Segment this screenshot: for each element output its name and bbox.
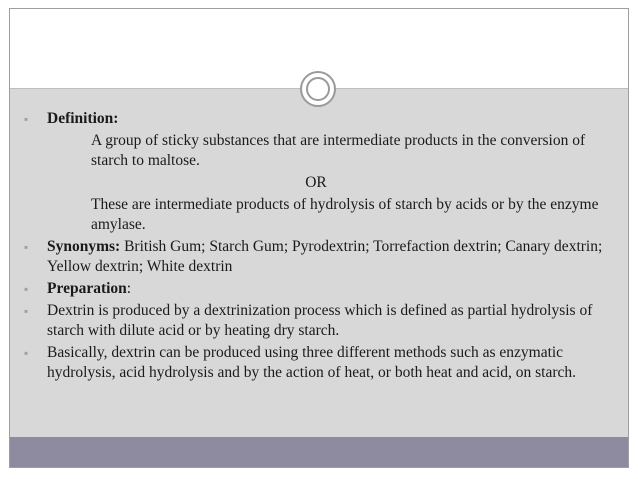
bullet-icon: ▪ xyxy=(24,304,29,318)
dextrin-text: Dextrin is produced by a dextrinization process which is defined as partial hydrolysis of starch with dilute acid or by heating dry starch. xyxy=(47,302,593,339)
bullet-icon: ▪ xyxy=(24,346,29,360)
bullet-item-preparation xyxy=(10,279,622,299)
or-text: OR xyxy=(305,174,327,191)
definition-text-2: These are intermediate products of hydrolysis of starch by acids or by the enzyme amylase. xyxy=(91,196,599,233)
bullet-item-definition xyxy=(10,109,622,129)
footer-band xyxy=(10,437,628,467)
slide xyxy=(9,8,629,468)
bullet-item-dextrin xyxy=(10,301,622,341)
ring-ornament-icon xyxy=(300,71,336,107)
synonyms-text: British Gum; Starch Gum; Pyrodextrin; Torrefaction dextrin; Canary dextrin; Yellow dextrin; White dextrin xyxy=(47,238,603,275)
bullet-icon: ▪ xyxy=(24,282,29,296)
bullet-item-synonyms xyxy=(10,237,622,277)
bullet-icon: ▪ xyxy=(24,240,29,254)
body-text xyxy=(10,109,622,385)
synonyms-label: Synonyms: xyxy=(47,238,121,255)
definition-heading: Definition: xyxy=(47,110,119,127)
bullet-item-methods xyxy=(10,343,622,383)
preparation-colon: : xyxy=(126,280,132,297)
definition-text-1: A group of sticky substances that are intermediate products in the conversion of starch to maltose. xyxy=(91,132,586,169)
preparation-label: Preparation xyxy=(47,280,127,297)
bullet-icon: ▪ xyxy=(24,112,29,126)
methods-text: Basically, dextrin can be produced using three different methods such as enzymatic hydrolysis, acid hydrolysis and by the action of heat, or both heat and acid, on starch. xyxy=(47,344,577,381)
